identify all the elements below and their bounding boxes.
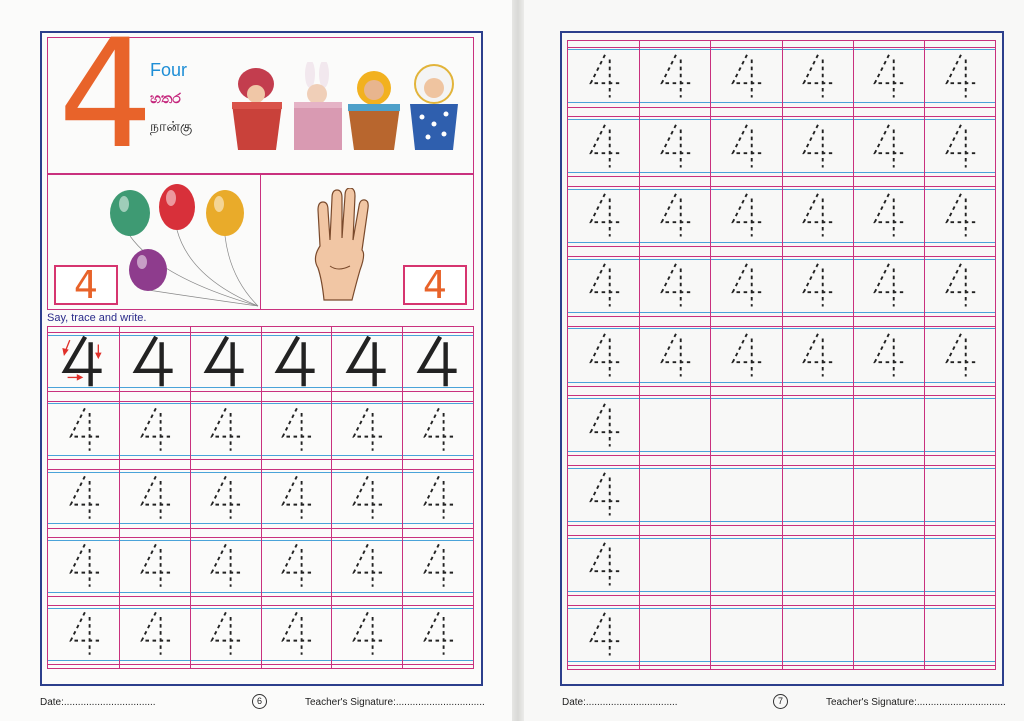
left-signature-label: Teacher's Signature:................................ xyxy=(305,697,485,708)
dashed-four-trace xyxy=(420,473,455,522)
dashed-four-trace xyxy=(420,405,455,454)
trace-cell[interactable] xyxy=(331,600,402,668)
dashed-four-trace xyxy=(799,330,835,380)
trace-cell[interactable] xyxy=(782,390,853,460)
trace-cell[interactable] xyxy=(782,599,853,669)
dashed-four-trace xyxy=(657,121,693,171)
dashed-four-trace xyxy=(799,260,835,310)
dashed-four-trace xyxy=(942,190,978,240)
dashed-four-trace xyxy=(207,541,242,590)
dashed-four-trace xyxy=(349,473,384,522)
trace-cell[interactable] xyxy=(402,600,473,668)
dashed-four-trace xyxy=(420,541,455,590)
dashed-four-trace xyxy=(870,121,906,171)
trace-cell[interactable] xyxy=(924,181,995,251)
dashed-four-trace xyxy=(278,405,313,454)
trace-cell[interactable] xyxy=(402,327,473,395)
dashed-four-trace xyxy=(870,190,906,240)
balloons-image xyxy=(100,178,260,308)
count-box-hand: 4 xyxy=(403,265,467,305)
dashed-four-trace xyxy=(728,260,764,310)
trace-cell[interactable] xyxy=(639,41,710,111)
dashed-four-trace xyxy=(586,190,622,240)
dashed-four-trace xyxy=(137,405,172,454)
flower-pot-baby-icon xyxy=(410,65,458,150)
right-page-number: 7 xyxy=(773,694,788,709)
trace-cell[interactable] xyxy=(710,529,781,599)
dashed-four-trace xyxy=(66,609,101,658)
dashed-four-trace xyxy=(799,51,835,101)
dashed-four-trace xyxy=(66,541,101,590)
trace-cell[interactable] xyxy=(639,181,710,251)
dashed-four-trace xyxy=(942,330,978,380)
dashed-four-trace xyxy=(207,609,242,658)
dashed-four-trace xyxy=(349,609,384,658)
dashed-four-trace xyxy=(278,609,313,658)
flower-pot-baby-icon xyxy=(348,71,400,150)
right-date-label: Date:................................. xyxy=(562,697,678,708)
dashed-four-trace xyxy=(942,260,978,310)
flower-pots-image xyxy=(228,62,463,158)
trace-cell[interactable] xyxy=(48,395,119,463)
trace-cell[interactable] xyxy=(568,390,639,460)
flower-pot-baby-icon xyxy=(294,62,342,150)
trace-cell[interactable] xyxy=(261,327,332,395)
dashed-four-trace xyxy=(657,260,693,310)
dashed-four-trace xyxy=(657,330,693,380)
trace-cell[interactable] xyxy=(853,599,924,669)
trace-cell[interactable] xyxy=(568,250,639,320)
balloon-icon xyxy=(129,249,167,291)
trace-cell[interactable] xyxy=(639,599,710,669)
dashed-four-trace xyxy=(349,405,384,454)
trace-cell[interactable] xyxy=(853,181,924,251)
trace-cell[interactable] xyxy=(48,463,119,531)
trace-cell[interactable] xyxy=(924,41,995,111)
trace-cell[interactable] xyxy=(568,529,639,599)
count-box-balloons: 4 xyxy=(54,265,118,305)
trace-cell[interactable] xyxy=(710,111,781,181)
trace-cell[interactable] xyxy=(402,395,473,463)
dashed-four-trace xyxy=(657,51,693,101)
trace-cell[interactable] xyxy=(402,532,473,600)
trace-cell[interactable] xyxy=(261,463,332,531)
dashed-four-trace xyxy=(586,121,622,171)
right-tracing-grid xyxy=(567,40,996,670)
trace-cell[interactable] xyxy=(190,600,261,668)
trace-cell[interactable] xyxy=(568,599,639,669)
balloon-icon xyxy=(110,190,150,236)
trace-cell[interactable] xyxy=(710,41,781,111)
dashed-four-trace xyxy=(66,405,101,454)
trace-cell[interactable] xyxy=(261,532,332,600)
trace-cell[interactable] xyxy=(853,41,924,111)
trace-cell[interactable] xyxy=(924,529,995,599)
trace-cell[interactable] xyxy=(782,320,853,390)
dashed-four-trace xyxy=(349,541,384,590)
dashed-four-trace xyxy=(586,539,622,589)
dashed-four-trace xyxy=(586,469,622,519)
dashed-four-trace xyxy=(657,190,693,240)
solid-four-model xyxy=(345,333,389,389)
trace-cell[interactable] xyxy=(190,395,261,463)
trace-cell[interactable] xyxy=(853,111,924,181)
trace-cell[interactable] xyxy=(782,181,853,251)
flower-pot-baby-icon xyxy=(232,68,282,150)
dashed-four-trace xyxy=(278,541,313,590)
dashed-four-trace xyxy=(799,190,835,240)
trace-cell[interactable] xyxy=(782,41,853,111)
dashed-four-trace xyxy=(586,260,622,310)
trace-cell[interactable] xyxy=(119,600,190,668)
solid-four-model xyxy=(132,333,176,389)
trace-cell[interactable] xyxy=(853,390,924,460)
word-tamil: நான்கு xyxy=(150,118,193,134)
trace-cell[interactable] xyxy=(710,599,781,669)
trace-cell[interactable] xyxy=(782,529,853,599)
trace-cell[interactable] xyxy=(568,181,639,251)
solid-four-model xyxy=(416,333,460,389)
book-gutter xyxy=(512,0,524,721)
solid-four-model xyxy=(203,333,247,389)
trace-cell[interactable] xyxy=(568,460,639,530)
dashed-four-trace xyxy=(942,121,978,171)
trace-cell[interactable] xyxy=(190,327,261,395)
dashed-four-trace xyxy=(728,121,764,171)
trace-cell[interactable] xyxy=(261,395,332,463)
balloon-icon xyxy=(206,190,244,236)
trace-cell[interactable] xyxy=(568,111,639,181)
instruction-text: Say, trace and write. xyxy=(47,312,147,324)
trace-cell[interactable] xyxy=(48,327,119,395)
left-tracing-grid xyxy=(47,326,474,669)
dashed-four-trace xyxy=(799,121,835,171)
trace-cell[interactable] xyxy=(853,529,924,599)
trace-cell[interactable] xyxy=(48,532,119,600)
dashed-four-trace xyxy=(586,51,622,101)
trace-cell[interactable] xyxy=(853,460,924,530)
trace-cell[interactable] xyxy=(331,463,402,531)
trace-cell[interactable] xyxy=(924,250,995,320)
trace-cell[interactable] xyxy=(639,320,710,390)
trace-cell[interactable] xyxy=(48,600,119,668)
trace-cell[interactable] xyxy=(568,320,639,390)
trace-cell[interactable] xyxy=(190,532,261,600)
dashed-four-trace xyxy=(728,190,764,240)
big-number: 4 xyxy=(58,8,154,182)
dashed-four-trace xyxy=(586,400,622,450)
balloon-icon xyxy=(159,184,195,230)
trace-cell[interactable] xyxy=(331,532,402,600)
dashed-four-trace xyxy=(137,541,172,590)
dashed-four-trace xyxy=(586,609,622,659)
trace-cell[interactable] xyxy=(261,600,332,668)
dashed-four-trace xyxy=(870,51,906,101)
dashed-four-trace xyxy=(586,330,622,380)
trace-cell[interactable] xyxy=(924,390,995,460)
trace-cell[interactable] xyxy=(639,460,710,530)
dashed-four-trace xyxy=(420,609,455,658)
dashed-four-trace xyxy=(728,330,764,380)
trace-cell[interactable] xyxy=(639,390,710,460)
trace-cell[interactable] xyxy=(402,463,473,531)
trace-cell[interactable] xyxy=(710,320,781,390)
dashed-four-trace xyxy=(278,473,313,522)
trace-cell[interactable] xyxy=(924,320,995,390)
hand-four-fingers-icon xyxy=(308,188,378,303)
dashed-four-trace xyxy=(207,473,242,522)
trace-cell[interactable] xyxy=(782,250,853,320)
trace-cell[interactable] xyxy=(782,111,853,181)
dashed-four-trace xyxy=(66,473,101,522)
trace-cell[interactable] xyxy=(119,532,190,600)
trace-cell[interactable] xyxy=(331,395,402,463)
trace-cell[interactable] xyxy=(639,250,710,320)
right-signature-label: Teacher's Signature:................................ xyxy=(826,697,1006,708)
trace-cell[interactable] xyxy=(924,111,995,181)
trace-cell[interactable] xyxy=(190,463,261,531)
dashed-four-trace xyxy=(207,405,242,454)
trace-cell[interactable] xyxy=(119,463,190,531)
solid-four-model xyxy=(274,333,318,389)
trace-cell[interactable] xyxy=(710,250,781,320)
left-date-label: Date:................................. xyxy=(40,697,156,708)
left-page-number: 6 xyxy=(252,694,267,709)
trace-cell[interactable] xyxy=(568,41,639,111)
solid-four-model xyxy=(61,333,105,389)
dashed-four-trace xyxy=(137,473,172,522)
trace-cell[interactable] xyxy=(639,529,710,599)
trace-cell[interactable] xyxy=(710,390,781,460)
trace-cell[interactable] xyxy=(853,250,924,320)
dashed-four-trace xyxy=(870,330,906,380)
trace-cell[interactable] xyxy=(853,320,924,390)
trace-cell[interactable] xyxy=(924,460,995,530)
word-english: Four xyxy=(150,60,188,80)
trace-cell[interactable] xyxy=(782,460,853,530)
trace-cell[interactable] xyxy=(639,111,710,181)
dashed-four-trace xyxy=(728,51,764,101)
dashed-four-trace xyxy=(870,260,906,310)
dashed-four-trace xyxy=(137,609,172,658)
trace-cell[interactable] xyxy=(710,181,781,251)
word-sinhala: හතර xyxy=(150,90,181,106)
dashed-four-trace xyxy=(942,51,978,101)
trace-cell[interactable] xyxy=(119,327,190,395)
trace-cell[interactable] xyxy=(924,599,995,669)
trace-cell[interactable] xyxy=(710,460,781,530)
trace-cell[interactable] xyxy=(119,395,190,463)
trace-cell[interactable] xyxy=(331,327,402,395)
